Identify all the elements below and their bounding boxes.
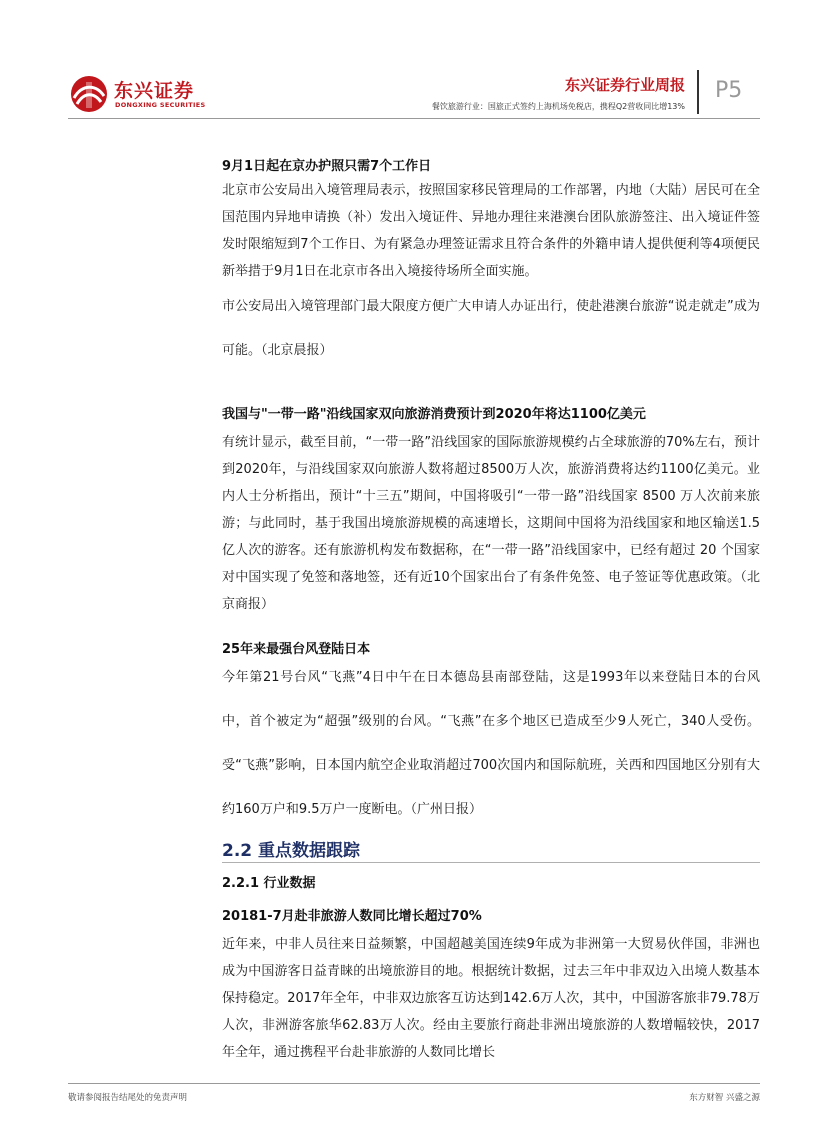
section-title: 2.2 重点数据跟踪 [222, 841, 361, 861]
news-paragraph: 北京市公安局出入境管理局表示，按照国家移民管理局的工作部署，内地（大陆）居民可在全国范围内异地申请换（补）发出入境证件、异地办理往来港澳台团队旅游签注、出入境证件签发时限缩短到7个工作日、为有紧急办理签证需求且符合条件的外籍申请人提供便利等4项便民新举措于9月1日在北京市各出入境接待场所全面实施。 [222, 183, 760, 279]
news-paragraph: 今年第21号台风“飞燕”4日中午在日本德岛县南部登陆，这是1993年以来登陆日本的台风中，首个被定为“超强”级别的台风。“飞燕”在多个地区已造成至少9人死亡，340人受伤。受“飞燕”影响，日本国内航空企业取消超过700次国内和国际航班，关西和四国地区分别有大约160万户和9.5万户一度断电。（广州日报） [222, 670, 760, 817]
footer-rule [68, 1083, 760, 1084]
data-item-title: 20181-7月赴非旅游人数同比增长超过70% [222, 909, 482, 924]
news-paragraph: 有统计显示，截至目前，“一带一路”沿线国家的国际旅游规模约占全球旅游的70%左右，预计到2020年，与沿线国家双向旅游人数将超过8500万人次，旅游消费将达约1100亿美元。业内人士分析指出，预计“十三五”期间，中国将吸引“一带一路”沿线国家 8500 万人次前来旅游；与此同时，基于我国出境旅游规模的高速增长，这期间中国将为沿线国家和地区输送1.5亿人次的游客。还有旅游机构发布数据称，在“一带一路”沿线国家中，已经有超过 20 个国家对中国实现了免签和落地签，还有近10个国家出台了有条件免签、电子签证等优惠政策。（北京商报） [222, 435, 760, 612]
news-title: 25年来最强台风登陆日本 [222, 642, 371, 657]
data-body [222, 931, 760, 1066]
report-subtitle: 餐饮旅游行业：国旅正式签约上海机场免税店，携程Q2营收同比增13% [431, 102, 685, 111]
news-paragraph: 市公安局出入境管理部门最大限度方便广大申请人办证出行，使赴港澳台旅游“说走就走”成为可能。（北京晨报） [222, 299, 760, 358]
logo-text-en: DONGXING SECURITIES [115, 101, 206, 109]
page-number: P5 [715, 78, 743, 103]
report-title: 东兴证券行业周报 [564, 76, 685, 94]
company-logo [68, 74, 208, 114]
news-title: 我国与"一带一路"沿线国家双向旅游消费预计到2020年将达1100亿美元 [222, 407, 646, 422]
section-rule [222, 862, 760, 863]
news-item-typhoon [222, 638, 760, 657]
header-rule [68, 118, 760, 119]
news-body [222, 285, 760, 373]
footer-slogan: 东方财智 兴盛之源 [689, 1093, 760, 1103]
subsection-title: 2.2.1 行业数据 [222, 876, 316, 891]
dongxing-logo-icon [68, 74, 110, 114]
news-item-belt-road [222, 403, 760, 422]
disclaimer-note: 敬请参阅报告结尾处的免责声明 [68, 1093, 188, 1103]
news-body [222, 429, 760, 618]
news-title: 9月1日起在京办护照只需7个工作日 [222, 159, 432, 174]
data-paragraph: 近年来，中非人员往来日益频繁，中国超越美国连续9年成为非洲第一大贸易伙伴国，非洲也成为中国游客日益青睐的出境旅游目的地。根据统计数据，过去三年中非双边入出境人数基本保持稳定。2017年全年，中非双边旅客互访达到142.6万人次，其中，中国游客旅非79.78万人次，非洲游客旅华62.83万人次。经由主要旅行商赴非洲出境旅游的人数增幅较快，2017 年全年，通过携程平台赴非旅游的人数同比增长 [222, 937, 760, 1060]
news-body [222, 177, 760, 285]
news-item-passport [222, 155, 760, 174]
header-divider [697, 70, 699, 114]
data-item [222, 905, 760, 924]
news-body [222, 656, 760, 832]
logo-text-cn: 东兴证券 [114, 80, 195, 102]
